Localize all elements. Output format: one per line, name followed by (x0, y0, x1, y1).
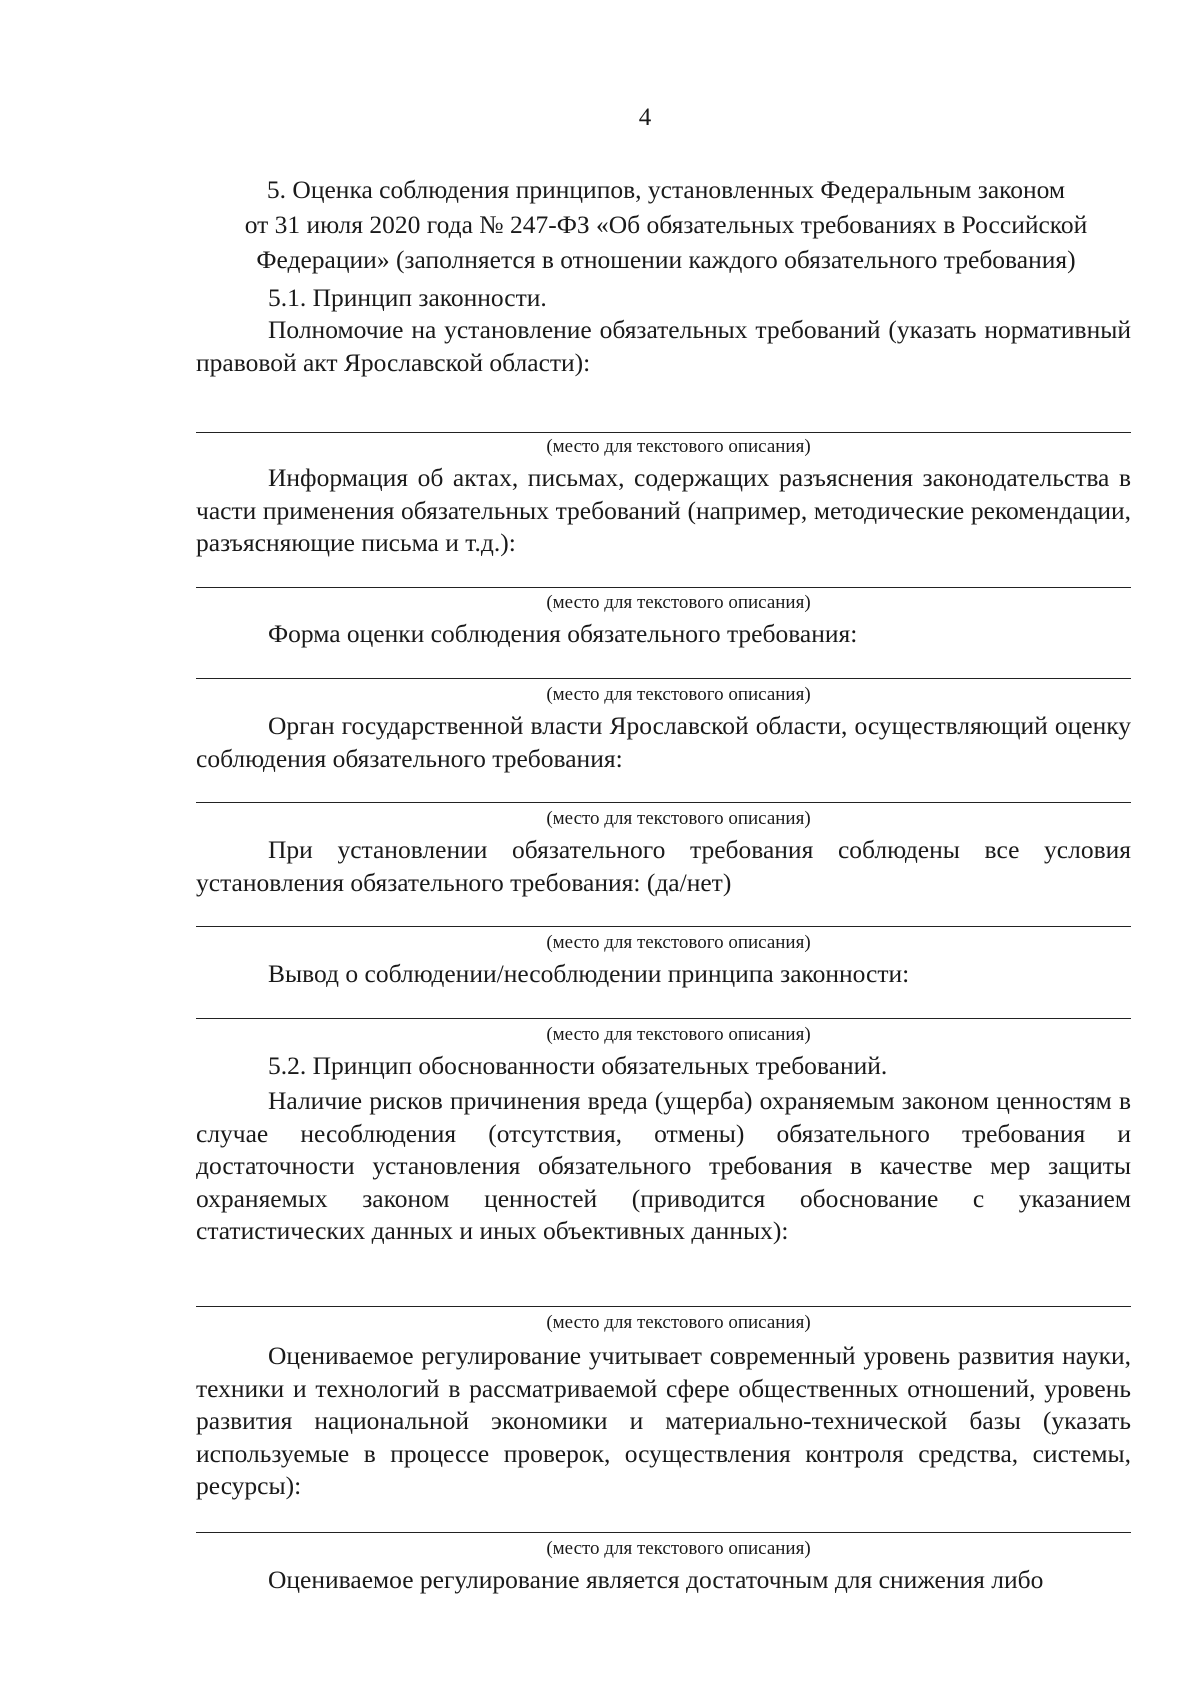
paragraph-tech-level: Оцениваемое регулирование учитывает современный уровень развития науки, техники и технологий в рассматриваемой сфере общественных отношений, уровень развития национальной экономики и материально-технической базы (указать используемые в процессе проверок, осуществления контроля средства, системы, ресурсы): (196, 1341, 1131, 1500)
paragraph-assessment-form: Форма оценки соблюдения обязательного требования: (268, 619, 858, 648)
fill-line (196, 926, 1131, 927)
paragraph-authority: Полномочие на установление обязательных требований (указать нормативный правовой акт Ярославской области): (196, 315, 1131, 377)
fill-caption: (место для текстового описания) (546, 1312, 811, 1333)
fill-caption: (место для текстового описания) (546, 1024, 811, 1045)
fill-caption: (место для текстового описания) (546, 592, 811, 613)
section-title-line-3: Федерации» (заполняется в отношении каждого обязательного требования) (256, 245, 1076, 274)
paragraph-conditions: При установлении обязательного требования соблюдены все условия установления обязательного требования: (да/нет) (196, 835, 1131, 897)
fill-caption: (место для текстового описания) (546, 932, 811, 953)
section-title (196, 172, 1136, 277)
paragraph-sufficiency: Оцениваемое регулирование является достаточным для снижения либо (268, 1565, 1044, 1594)
fill-line (196, 802, 1131, 803)
fill-caption: (место для текстового описания) (546, 1538, 811, 1559)
paragraph-legality-conclusion: Вывод о соблюдении/несоблюдении принципа законности: (268, 959, 910, 988)
fill-caption: (место для текстового описания) (546, 684, 811, 705)
section-title-line-2: от 31 июля 2020 года № 247-ФЗ «Об обязательных требованиях в Российской (244, 210, 1088, 239)
paragraph-clarifications: Информация об актах, письмах, содержащих разъяснения законодательства в части применения обязательных требований (например, методические рекомендации, разъясняющие письма и т.д.): (196, 463, 1131, 557)
fill-line (196, 1018, 1131, 1019)
subsection-heading-5-2: 5.2. Принцип обоснованности обязательных требований. (268, 1051, 888, 1080)
paragraph-risks: Наличие рисков причинения вреда (ущерба) охраняемым законом ценностям в случае несоблюдения (отсутствия, отмены) обязательного требования и достаточности установления обязательного требования в качестве мер защиты охраняемых законом ценностей (приводится обоснование с указанием статистических данных и иных объективных данных): (196, 1086, 1131, 1245)
paragraph-authority-body: Орган государственной власти Ярославской области, осуществляющий оценку соблюдения обязательного требования: (196, 711, 1131, 773)
fill-caption: (место для текстового описания) (546, 436, 811, 457)
section-title-line-1: 5. Оценка соблюдения принципов, установленных Федеральным законом (266, 175, 1066, 204)
page-number: 4 (638, 104, 652, 131)
fill-line (196, 432, 1131, 433)
fill-line (196, 1306, 1131, 1307)
fill-line (196, 1532, 1131, 1533)
subsection-heading-5-1: 5.1. Принцип законности. (268, 283, 547, 312)
fill-line (196, 678, 1131, 679)
fill-line (196, 587, 1131, 588)
fill-caption: (место для текстового описания) (546, 808, 811, 829)
